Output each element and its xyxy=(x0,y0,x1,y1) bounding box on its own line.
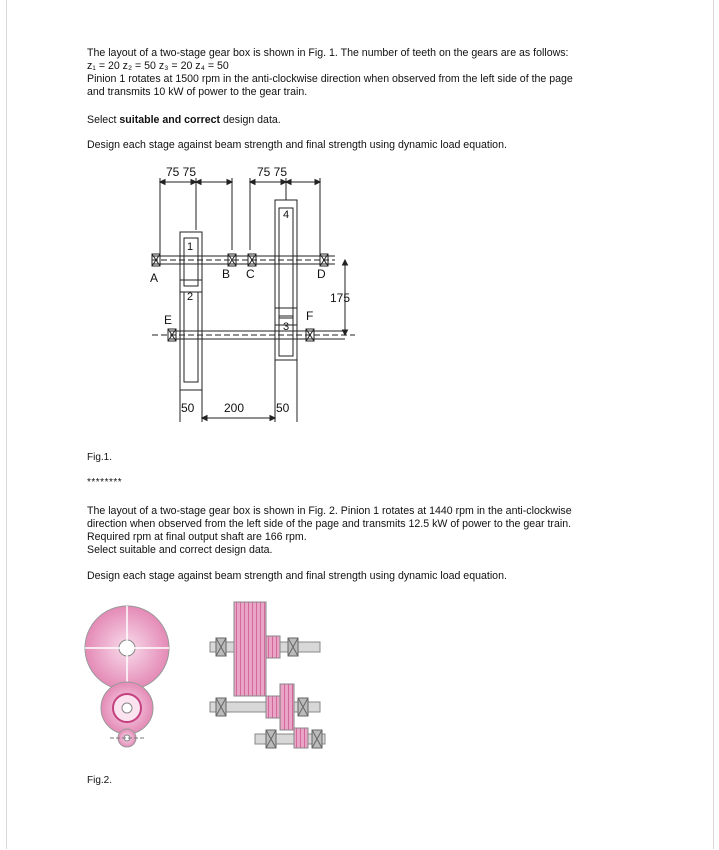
bearing-a-label: A xyxy=(150,271,159,285)
gear-3-label: 3 xyxy=(283,321,290,333)
gear-1-label: 1 xyxy=(187,241,194,253)
problem1-line3: Pinion 1 rotates at 1500 rpm in the anti-clockwise direction when observed from the left side of the page xyxy=(87,73,573,85)
bearing-d-label: D xyxy=(317,267,326,281)
select-emphasis: suitable and correct xyxy=(119,114,221,126)
problem2-line4: Select suitable and correct design data. xyxy=(87,544,273,556)
width-right-label: 50 xyxy=(276,401,290,415)
bearing-c-label: C xyxy=(246,267,255,281)
gear-2-label: 2 xyxy=(187,291,194,303)
width-left-label: 50 xyxy=(181,401,195,415)
problem1-select: Select suitable and correct design data. xyxy=(87,114,281,126)
problem1-teeth: z₁ = 20 z₂ = 50 z₃ = 20 z₄ = 50 xyxy=(87,60,229,72)
center-distance-label: 175 xyxy=(330,291,351,305)
gear-a-side xyxy=(234,602,266,696)
problem2-line1: The layout of a two-stage gear box is shown in Fig. 2. Pinion 1 rotates at 1440 rpm in the anti-clockwise xyxy=(87,505,572,517)
bearing-b-label: B xyxy=(222,267,231,281)
problem2-line2: direction when observed from the left side of the page and transmits 12.5 kW of power to the gear train. xyxy=(87,518,572,530)
gear-4-label: 4 xyxy=(283,209,290,221)
problem2-line3: Required rpm at final output shaft are 166 rpm. xyxy=(87,531,307,543)
bearing-f-label: F xyxy=(306,309,314,323)
fig1-dim-top-right: 75 75 xyxy=(257,165,288,179)
fig1-dim-top-left: 75 75 xyxy=(166,165,197,179)
fig2-diagram xyxy=(80,598,340,758)
fig1-diagram xyxy=(140,160,370,430)
separator: ******** xyxy=(87,477,123,488)
fig1-caption: Fig.1. xyxy=(87,452,113,463)
gear-b-side xyxy=(280,684,294,730)
problem1-line4: and transmits 10 kW of power to the gear train. xyxy=(87,86,308,98)
problem1-design: Design each stage against beam strength and final strength using dynamic load equation. xyxy=(87,139,507,151)
bearing-e-label: E xyxy=(164,313,173,327)
spacing-label: 200 xyxy=(224,401,245,415)
problem1-line1: The layout of a two-stage gear box is shown in Fig. 1. The number of teeth on the gears are as follows: xyxy=(87,47,569,59)
fig2-caption: Fig.2. xyxy=(87,775,113,786)
problem2-design: Design each stage against beam strength and final strength using dynamic load equation. xyxy=(87,570,507,582)
